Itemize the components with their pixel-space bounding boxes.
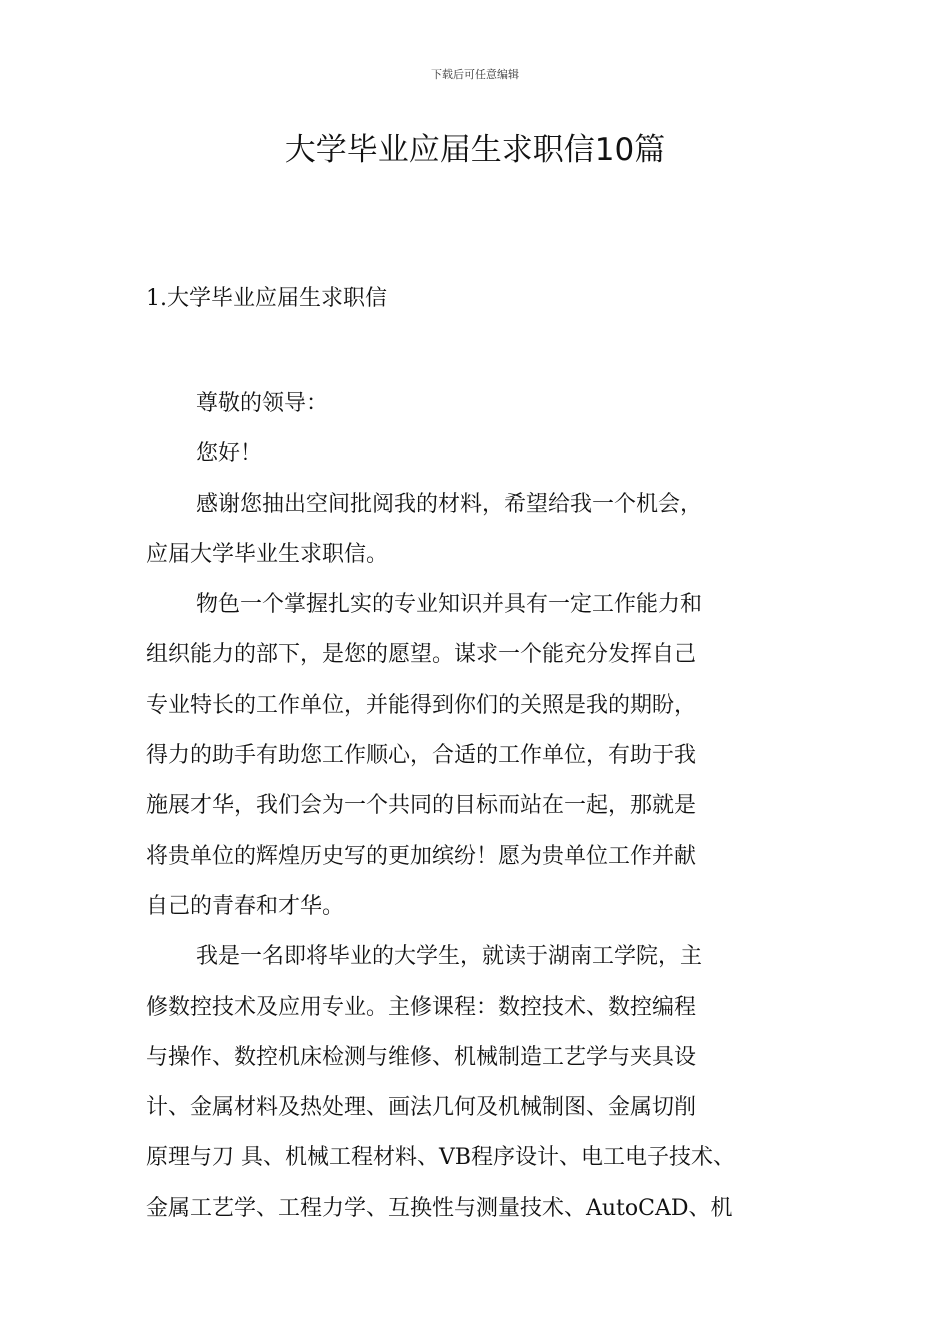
salutation: 尊敬的领导：	[196, 391, 329, 416]
paragraph-line: 专业特长的工作单位，并能得到你们的关照是我的期盼，	[146, 692, 697, 718]
paragraph-line: 应届大学毕业生求职信。	[146, 541, 389, 567]
paragraph-line: 与操作、数控机床检测与维修、机械制造工艺学与夹具设	[146, 1044, 697, 1070]
paragraph-line: 修数控技术及应用专业。主修课程：数控技术、数控编程	[146, 994, 697, 1020]
header-note: 下载后可任意编辑	[431, 68, 519, 81]
paragraph-line: 自己的青春和才华。	[146, 893, 345, 919]
paragraph-line: 物色一个掌握扎实的专业知识并具有一定工作能力和	[196, 592, 703, 618]
paragraph-line: 感谢您抽出空间批阅我的材料，希望给我一个机会，	[196, 491, 703, 517]
paragraph-line: 计、金属材料及热处理、画法几何及机械制图、金属切削	[146, 1095, 697, 1121]
paragraph-line: 原理与刀 具、机械工程材料、VB程序设计、电工电子技术、	[146, 1145, 736, 1171]
paragraph-line: 组织能力的部下，是您的愿望。谋求一个能充分发挥自己	[146, 642, 697, 668]
paragraph-line: 金属工艺学、工程力学、互换性与测量技术、AutoCAD、机	[146, 1195, 733, 1221]
paragraph-line: 得力的助手有助您工作顺心，合适的工作单位，有助于我	[146, 743, 697, 769]
paragraph-line: 施展才华，我们会为一个共同的目标而站在一起，那就是	[146, 793, 697, 819]
document-title: 大学毕业应届生求职信10篇	[284, 132, 666, 168]
paragraph-line: 将贵单位的辉煌历史写的更加缤纷！愿为贵单位工作并献	[146, 843, 697, 869]
section-heading: 1.大学毕业应届生求职信	[146, 286, 387, 311]
letter-body	[146, 379, 826, 1234]
paragraph-line: 我是一名即将毕业的大学生，就读于湖南工学院，主	[196, 944, 703, 970]
greeting: 您好！	[196, 441, 263, 467]
